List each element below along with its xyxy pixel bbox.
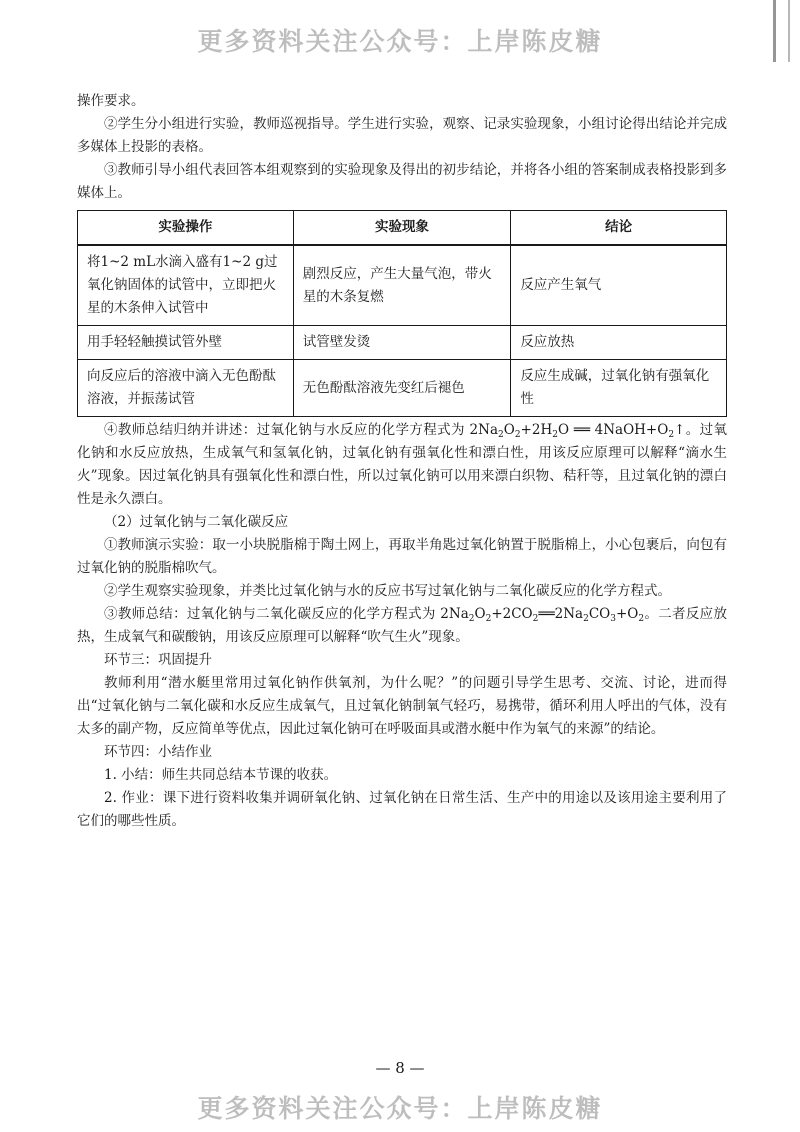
subscript: 2: [583, 614, 589, 624]
document-body: [77, 90, 727, 833]
cell-phenomenon: 无色酚酞溶液先变红后褪色: [293, 360, 511, 417]
cell-operation: 用手轻轻触摸试管外壁: [78, 326, 294, 360]
text-segment: +2H: [520, 422, 553, 438]
section-3-body: 教师利用“潜水艇里常用过氧化钠作供氧剂，为什么呢？”的问题引导学生思考、交流、讨论，进而得出“过氧化钠与二氧化碳和水反应生成氧气，且过氧化钠制氧气轻巧，易携带，循环利用人呼出的气体，没有太多的副产物，反应简单等优点，因此过氧化钠可在呼吸面具或潜水艇中作为氧气的来源”的结论。: [77, 675, 727, 737]
cell-operation: 将1~2 mL水滴入盛有1~2 g过氧化钠固体的试管中，立即把火星的木条伸入试管中: [78, 245, 294, 326]
text-segment: O: [474, 606, 486, 622]
watermark-top: 更多资料关注公众号：上岸陈皮糖: [197, 27, 603, 56]
header-operation: 实验操作: [78, 211, 294, 246]
subscript: 2: [514, 430, 521, 440]
cell-conclusion: 反应产生氧气: [511, 245, 727, 326]
table-row: [78, 245, 727, 326]
subscript: 2: [552, 430, 558, 440]
summary-item: 1. 小结：师生共同总结本节课的收获。: [104, 767, 338, 783]
cell-phenomenon: 剧烈反应，产生大量气泡，带火星的木条复燃: [293, 245, 511, 326]
paragraph-operation-requirement: 操作要求。: [77, 93, 145, 109]
subscript: 3: [610, 614, 616, 624]
cell-phenomenon: 试管壁发烫: [293, 326, 511, 360]
subscript: 2: [638, 614, 645, 624]
text-segment: ③教师总结：过氧化钠与二氧化碳反应的化学方程式为 2Na: [104, 606, 469, 622]
header-conclusion: 结论: [511, 211, 727, 246]
cell-conclusion: 反应放热: [511, 326, 727, 360]
text-segment: +O: [615, 606, 639, 622]
section-3-title: 环节三：巩固提升: [104, 652, 212, 668]
text-segment: O ══ 4NaOH+O: [557, 422, 669, 438]
text-segment: +2CO: [491, 606, 533, 622]
paragraph-step-2: ②学生分小组进行实验，教师巡视指导。学生进行实验，观察、记录实验现象，小组讨论得出结论并完成多媒体上投影的表格。: [77, 116, 727, 155]
subscript: 2: [668, 430, 675, 440]
subscript: 2: [532, 614, 539, 624]
text-segment: O: [503, 422, 515, 438]
header-phenomenon: 实验现象: [293, 211, 511, 246]
watermark-bottom: 更多资料关注公众号：上岸陈皮糖: [197, 1094, 603, 1123]
text-segment: 。二者反应放热，生成氧气和碳酸钠，用该反应原理可以解释“吹气生火”现象。: [77, 606, 728, 645]
table-row: [78, 326, 727, 360]
text-segment: ↑。过氧化钠和水反应放热，生成氧气和氢氧化钠，过氧化钠有强氧化性和漂白性，用该反应原理可以解释“滴水生火”现象。因过氧化钠具有强氧化性和漂白性，所以过氧化钠可以用来漂白织物、秸秆等，且过氧化钠的漂白性是永久漂白。: [77, 422, 727, 507]
section-2-step-1: ①教师演示实验：取一小块脱脂棉于陶土网上，再取半角匙过氧化钠置于脱脂棉上，小心包裹后，向包有过氧化钠的脱脂棉吹气。: [77, 537, 727, 576]
section-4-title: 环节四：小结作业: [104, 744, 212, 760]
text-segment: ══2Na: [538, 606, 584, 622]
table-row: [78, 360, 727, 417]
paragraph-step-4: [77, 419, 727, 511]
section-2-step-3: [77, 603, 727, 649]
page-number: — 8 —: [375, 1059, 425, 1077]
table-header-row: [78, 211, 727, 246]
cell-operation: 向反应后的溶液中滴入无色酚酞溶液，并振荡试管: [78, 360, 294, 417]
subscript: 2: [468, 614, 475, 624]
cell-conclusion: 反应生成碱，过氧化钠有强氧化性: [511, 360, 727, 417]
section-2-step-2: ②学生观察实验现象，并类比过氧化钠与水的反应书写过氧化钠与二氧化碳反应的化学方程式。: [104, 583, 671, 599]
subscript: 2: [498, 430, 504, 440]
paragraph-step-3: ③教师引导小组代表回答本组观察到的实验现象及得出的初步结论，并将各小组的答案制成表格投影到多媒体上。: [77, 162, 727, 201]
text-segment: ④教师总结归纳并讲述：过氧化钠与水反应的化学方程式为 2Na: [104, 422, 498, 438]
experiment-table: [77, 210, 727, 417]
homework-item: 2. 作业：课下进行资料收集并调研氧化钠、过氧化钠在日常生活、生产中的用途以及该用途主要利用了它们的哪些性质。: [77, 790, 727, 829]
section-2-title: （2）过氧化钠与二氧化碳反应: [104, 514, 289, 530]
subscript: 2: [485, 614, 492, 624]
text-segment: CO: [588, 606, 611, 622]
scan-edge-mark: [773, 0, 790, 62]
